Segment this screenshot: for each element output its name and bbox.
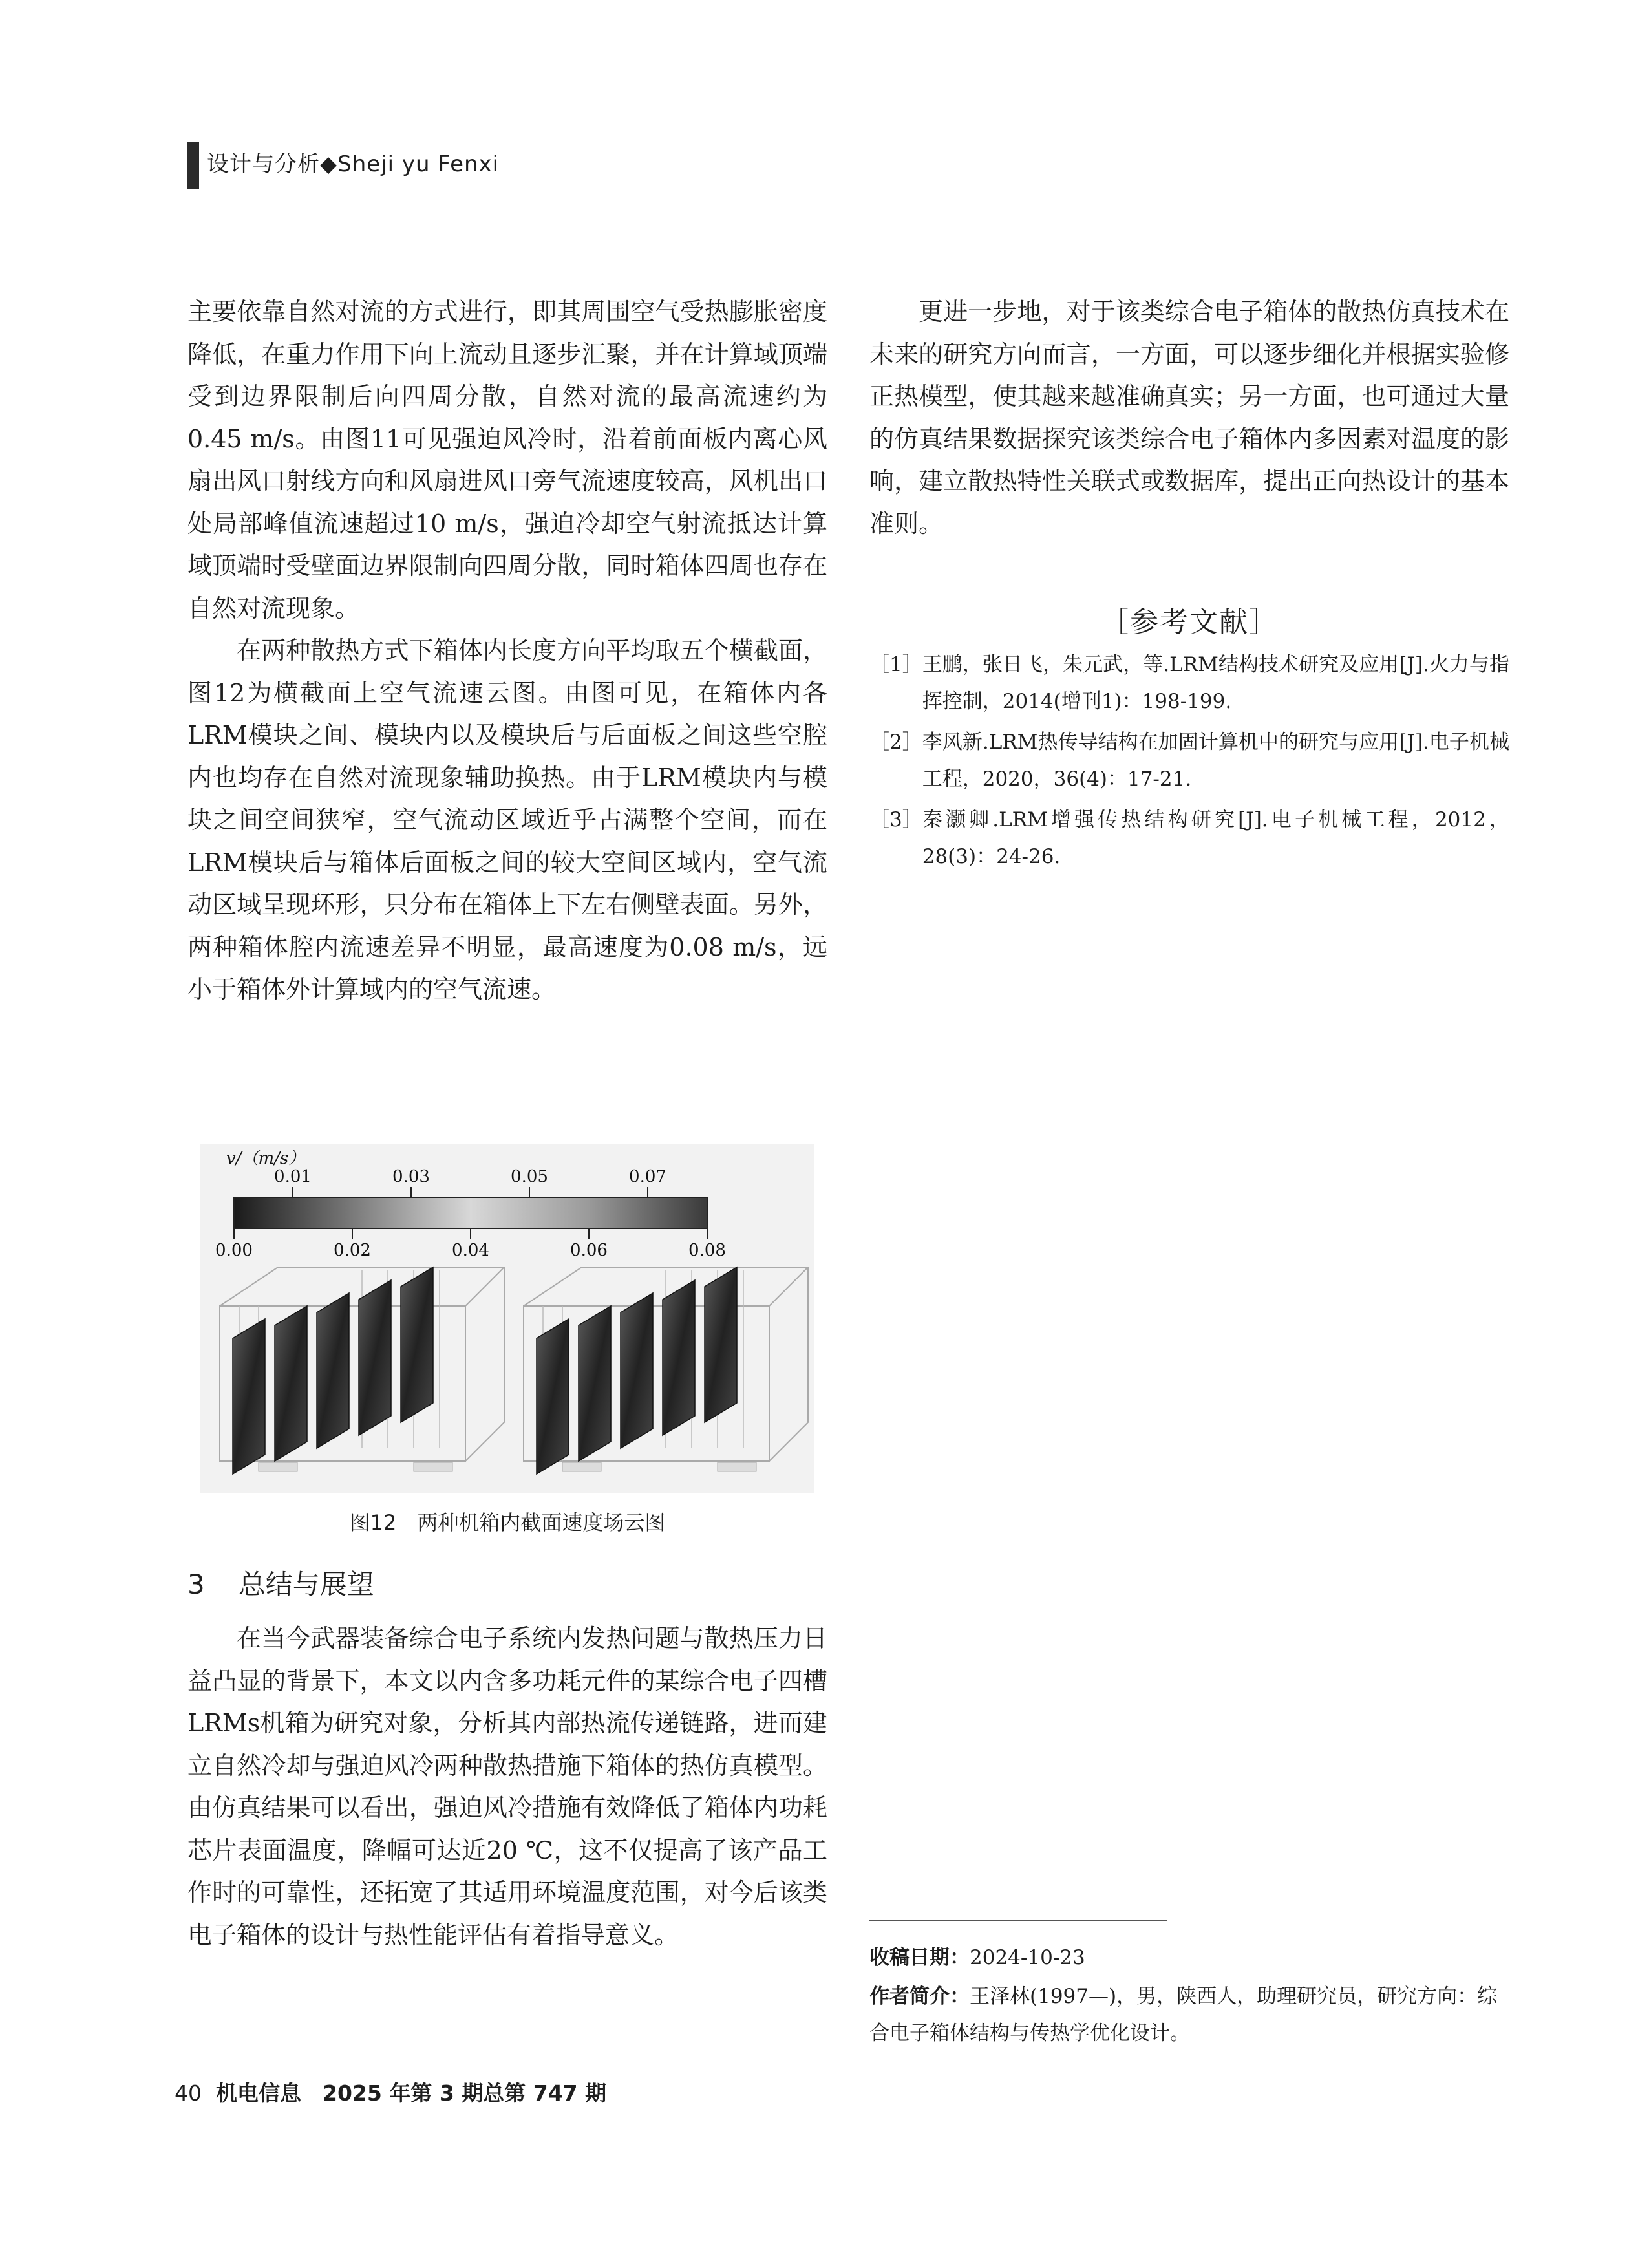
references-list xyxy=(869,647,1509,879)
author-label: 作者简介： xyxy=(869,1985,970,2008)
left-column xyxy=(187,291,827,1011)
issue-info: 2025 年第 3 期总第 747 期 xyxy=(323,2081,607,2106)
tick-top-1: 0.01 xyxy=(274,1167,312,1186)
footnote-divider xyxy=(869,1920,1167,1921)
unit-label: v/（m/s） xyxy=(226,1149,306,1168)
reference-item xyxy=(869,724,1509,798)
header-bar xyxy=(187,142,199,189)
section-number: 3 xyxy=(187,1568,205,1600)
right-paragraph-1: 更进一步地，对于该类综合电子箱体的散热仿真技术在未来的研究方向而言，一方面，可以逐步细化并根据实验修正热模型，使其越来越准确真实；另一方面，也可通过大量的仿真结果数据探究该类综合电子箱体内多因素对温度的影响，建立散热特性关联式或数据库，提出正向热设计的基本准则。 xyxy=(869,297,1509,538)
section-3-body xyxy=(187,1618,827,1956)
figure-caption: 图12 两种机箱内截面速度场云图 xyxy=(349,1510,666,1535)
figure-12 xyxy=(200,1144,814,1493)
received-label: 收稿日期： xyxy=(869,1946,970,1969)
section-3-paragraph: 在当今武器装备综合电子系统内发热问题与散热压力日益凸显的背景下，本文以内含多功耗元件的某综合电子四槽LRMs机箱为研究对象，分析其内部热流传递链路，进而建立自然冷却与强迫风冷两种散热措施下箱体的热仿真模型。由仿真结果可以看出，强迫风冷措施有效降低了箱体内功耗芯片表面温度，降幅可达近20 ℃，这不仅提高了该产品工作时的可靠性，还拓宽了其适用环境温度范围，对今后该类电子箱体的设计与热性能评估有着指导意义。 xyxy=(187,1624,827,1949)
tick-bottom-2: 0.02 xyxy=(334,1241,371,1260)
references-title: ［参考文献］ xyxy=(1100,606,1279,639)
left-paragraph-2: 在两种散热方式下箱体内长度方向平均取五个横截面，图12为横截面上空气流速云图。由图可见，在箱体内各LRM模块之间、模块内以及模块后与后面板之间这些空腔内也均存在自然对流现象辅助换热。由于LRM模块内与模块之间空间狭窄，空气流动区域近乎占满整个空间，而在LRM模块后与箱体后面板之间的较大空间区域内，空气流动区域呈现环形，只分布在箱体上下左右侧壁表面。另外，两种箱体腔内流速差异不明显，最高速度为0.08 m/s，远小于箱体外计算域内的空气流速。 xyxy=(187,636,827,1003)
author-value: 王泽林(1997—)，男，陕西人，助理研究员，研究方向：综合电子箱体结构与传热学优化设计。 xyxy=(869,1985,1498,2045)
reference-text: 李风新.LRM热传导结构在加固计算机中的研究与应用[J].电子机械工程，2020，36(4)：17-21. xyxy=(922,731,1509,791)
reference-number: ［1］ xyxy=(869,653,922,676)
left-paragraph-1: 主要依靠自然对流的方式进行，即其周围空气受热膨胀密度降低，在重力作用下向上流动且逐步汇聚，并在计算域顶端受到边界限制后向四周分散，自然对流的最高流速约为0.45 m/s。由图11可见强迫风冷时，沿着前面板内离心风扇出风口射线方向和风扇进风口旁气流速度较高，风机出口处局部峰值流速超过10 m/s，强迫冷却空气射流抵达计算域顶端时受壁面边界限制向四周分散，同时箱体四周也存在自然对流现象。 xyxy=(187,297,827,623)
reference-item xyxy=(869,802,1509,875)
reference-item xyxy=(869,647,1509,720)
received-date xyxy=(869,1940,1509,1976)
reference-text: 秦灏卿.LRM增强传热结构研究[J].电子机械工程，2012，28(3)：24-26. xyxy=(922,808,1509,868)
tick-top-2: 0.03 xyxy=(392,1167,430,1186)
page-footer xyxy=(175,2077,606,2107)
section-heading xyxy=(187,1563,374,1602)
right-column xyxy=(869,291,1509,545)
page-number: 40 xyxy=(175,2081,202,2106)
tick-bottom-3: 0.04 xyxy=(452,1241,489,1260)
reference-text: 王鹏，张日飞，朱元武，等.LRM结构技术研究及应用[J].火力与指挥控制，2014(增刊1)：198-199. xyxy=(922,653,1509,713)
colorbar xyxy=(234,1197,707,1228)
tick-top-3: 0.05 xyxy=(511,1167,548,1186)
reference-number: ［2］ xyxy=(869,731,922,754)
reference-number: ［3］ xyxy=(869,808,922,831)
running-header: 设计与分析◆Sheji yu Fenxi xyxy=(207,151,500,177)
tick-top-4: 0.07 xyxy=(629,1167,666,1186)
tick-bottom-5: 0.08 xyxy=(688,1241,726,1260)
section-title: 总结与展望 xyxy=(238,1568,374,1600)
journal-name: 机电信息 xyxy=(216,2081,301,2106)
tick-bottom-1: 0.00 xyxy=(215,1241,253,1260)
author-bio xyxy=(869,1978,1509,2052)
received-value: 2024-10-23 xyxy=(970,1946,1085,1969)
tick-bottom-4: 0.06 xyxy=(570,1241,608,1260)
